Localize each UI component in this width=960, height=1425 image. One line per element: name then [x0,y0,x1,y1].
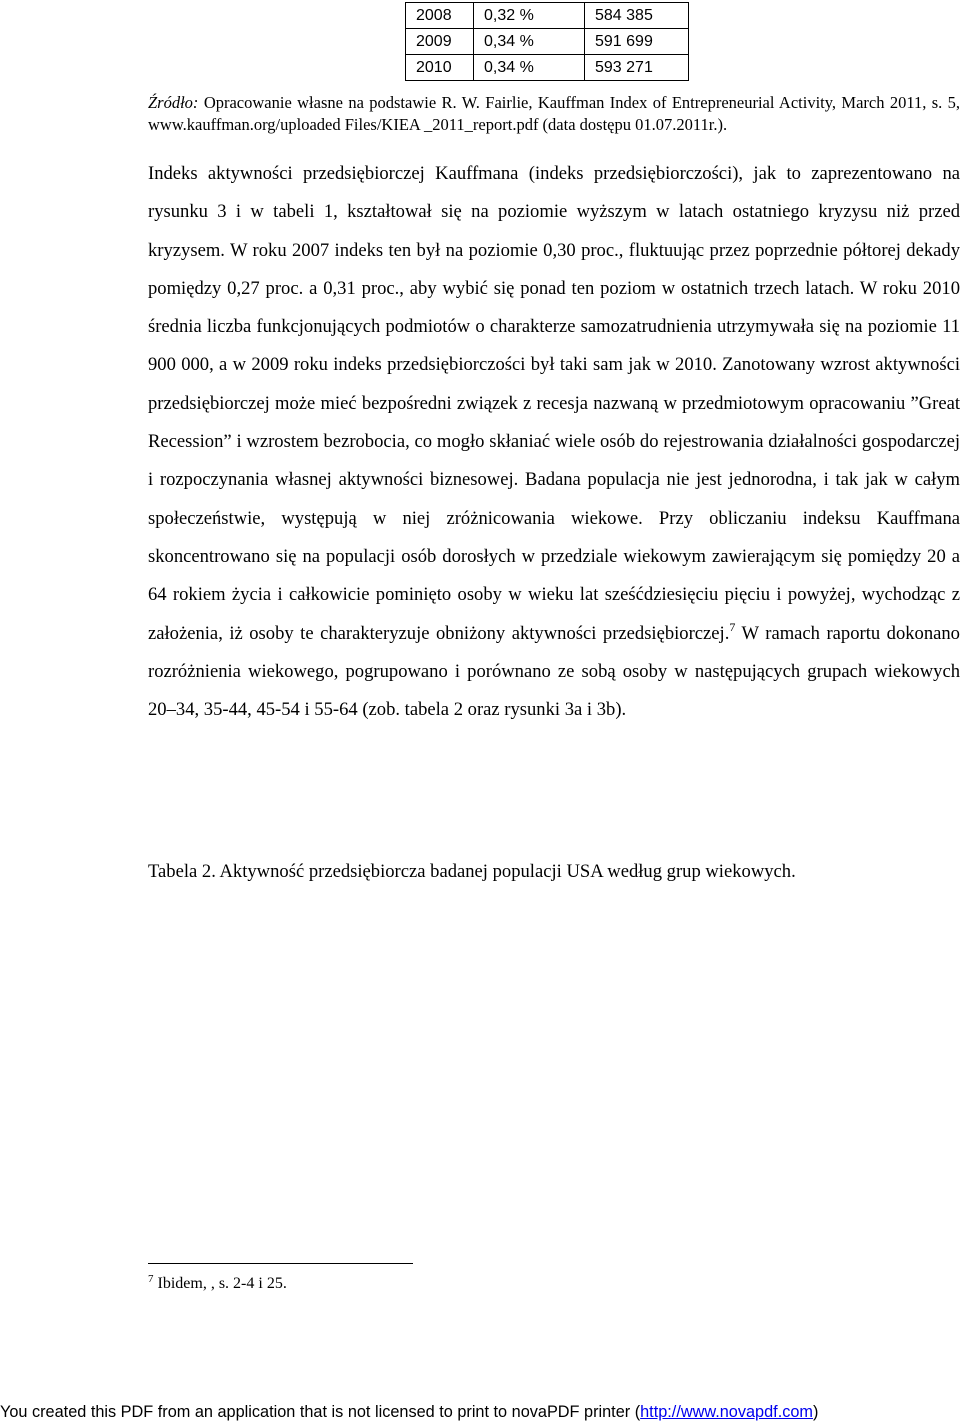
footnote-reference[interactable]: 7 [729,619,736,634]
novapdf-link[interactable]: http://www.novapdf.com [640,1403,813,1421]
table-fragment [405,2,689,81]
paragraph-main-text: Indeks aktywności przedsiębiorczej Kauffmana (indeks przedsiębiorczości), jak to zaprezentowano na rysunku 3 i w tabeli 1, kształtował się na poziomie wyższym w latach ostatniego kryzysu niż przed kryzysem. W roku 2007 indeks ten był na poziomie 0,30 proc., fluktuując przez poprzednie półtorej dekady pomiędzy 0,27 proc. a 0,31 proc., aby wybić się ponad ten poziom w ostatnich trzech latach. W roku 2010 średnia liczba funkcjonujących podmiotów o charakterze samozatrudnienia utrzymywała się na poziomie 11 900 000, a w 2009 roku indeks przedsiębiorczości był taki sam jak w 2010. Zanotowany wzrost aktywności przedsiębiorczej może mieć bezpośredni związek z recesja nazwaną w przedmiotowym opracowaniu ”Great Recession” i wzrostem bezrobocia, co mogło skłaniać wiele osób do rejestrowania działalności gospodarczej i rozpoczynania własnej aktywności biznesowej. Badana populacja nie jest jednorodna, i tak jak w całym społeczeństwie, występują w niej zróżnicowania wiekowe. Przy obliczaniu indeksu Kauffmana skoncentrowano się na populacji osób dorosłych w przedziale wiekowym zawierającym się pomiędzy 20 a 64 rokiem życia i całkowicie pominięto osoby w wieku lat sześćdziesięciu pięciu i powyżej, wychodząc z założenia, iż osoby te charakteryzuje obniżony aktywności przedsiębiorczej. [148,163,960,644]
footnote-number: 7 [148,1273,154,1285]
table-row [406,3,689,29]
table-cell-percent: 0,34 % [474,29,585,55]
table-cell-count: 593 271 [585,55,689,81]
table-cell-year: 2008 [406,3,474,29]
table-cell-percent: 0,34 % [474,55,585,81]
banner-close-paren: ) [812,1403,819,1421]
table-source-note [148,92,960,136]
pdf-printer-banner [0,1400,960,1425]
footnote-text: Ibidem, , s. 2-4 i 25. [153,1275,287,1292]
table-cell-year: 2009 [406,29,474,55]
body-paragraph [148,155,960,729]
table-cell-year: 2010 [406,55,474,81]
table-cell-count: 584 385 [585,3,689,29]
table-cell-count: 591 699 [585,29,689,55]
table-cell-percent: 0,32 % [474,3,585,29]
source-label: Źródło: [148,93,199,112]
table-caption: Tabela 2. Aktywność przedsiębiorcza badanej populacji USA według grup wiekowych. [148,861,796,882]
footnote [148,1272,848,1296]
footnote-separator [148,1263,413,1264]
table-row [406,29,689,55]
banner-text: You created this PDF from an application that is not licensed to print to novaPDF printer ( [0,1403,641,1421]
source-text: Opracowanie własne na podstawie R. W. Fairlie, Kauffman Index of Entrepreneurial Activity, March 2011, s. 5, www.kauffman.org/uploaded Files/KIEA _2011_report.pdf (data dostępu 01.07.2011r.). [148,93,960,134]
paragraph-tail-text: W ramach raportu dokonano rozróżnienia wiekowego, pogrupowano i porównano ze sobą osoby w następujących grupach wiekowych 20–34, 35-44, 45-54 i 55-64 (zob. tabela 2 oraz rysunki 3a i 3b). [148,622,960,721]
table-row [406,55,689,81]
